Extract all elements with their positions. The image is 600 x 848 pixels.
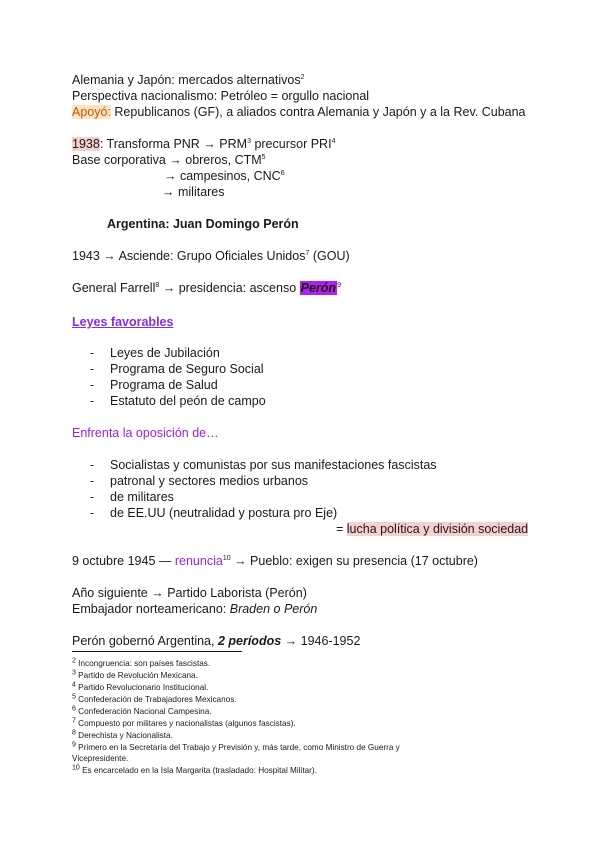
line-ano-siguiente: Año siguiente → Partido Laborista (Perón) xyxy=(72,586,307,600)
line-campesinos: → campesinos, CNC$^6$ xyxy=(164,169,285,183)
line-perspectiva: Perspectiva nacionalismo: Petróleo = orgullo nacional xyxy=(72,89,370,103)
year-1938-highlight: 1938 xyxy=(72,137,100,151)
footnote: $^7$ Compuesto por militares y nacionalistas (algunos fascistas). xyxy=(72,717,296,728)
line-octubre-1945: 9 octubre 1945 — renuncia$^{10}$ → Pueblo: exigen su presencia (17 octubre) xyxy=(72,554,478,568)
result-highlight: lucha política y división sociedad xyxy=(346,522,529,536)
footnote: $^8$ Derechista y Nacionalista. xyxy=(72,729,173,740)
line-1938: 1938: Transforma PNR → $PRM^3$ precursor PRI$^4$ xyxy=(72,137,336,151)
footnote: $^4$ Partido Revolucionario Institucional. xyxy=(72,681,209,692)
footnote-continuation: Vicepresidente. xyxy=(72,754,129,763)
footnote-ref: 4 xyxy=(331,137,336,145)
footnote-ref: 5 xyxy=(261,153,266,161)
leyes-favorables-title: Leyes favorables xyxy=(72,315,174,329)
footnote: $^2$ Incongruencia: son países fascistas. xyxy=(72,657,211,668)
line-apoyo: Apoyó: Republicanos (GF), a aliados contra Alemania y Japón y a la Rev. Cubana xyxy=(72,105,526,119)
list-item: - Leyes de Jubilación xyxy=(90,346,220,360)
footnote-ref: 9 xyxy=(337,281,341,289)
oposicion-result: = lucha política y división sociedad xyxy=(336,522,529,536)
apoyo-label: Apoyó: xyxy=(72,105,111,119)
oposicion-title: Enfrenta la oposición de… xyxy=(72,426,219,440)
footnote: $^9$ Primero en la Secretaría del Trabajo y Previsión y, más tarde, como Ministro de Guerra y xyxy=(72,741,400,752)
line-militares: → militares xyxy=(162,185,225,199)
line-gobierno: Perón gobernó Argentina, 2 períodos → 1946-1952 xyxy=(72,634,361,648)
list-item: - de EE.UU (neutralidad y postura pro Eje) xyxy=(90,506,338,520)
peron-highlight: Perón xyxy=(300,281,337,295)
list-item: - Programa de Seguro Social xyxy=(90,362,264,376)
footnote-ref: 8 xyxy=(155,281,160,289)
footnote-ref: 3 xyxy=(247,137,251,145)
footnote-ref: 7 xyxy=(305,249,310,257)
footnote: $^5$ Confederación de Trabajadores Mexicanos. xyxy=(72,693,237,704)
line-alemania-japon: Alemania y Japón: mercados alternativos$^2$ xyxy=(72,73,305,87)
line-embajador: Embajador norteamericano: Braden o Perón xyxy=(72,602,318,616)
footnote: $^6$ Confederación Nacional Campesina. xyxy=(72,705,212,716)
section-heading-argentina: Argentina: Juan Domingo Perón xyxy=(107,217,299,231)
footnote: $^{10}$ Es encarcelado en la Isla Margarita (trasladado: Hospital Militar). xyxy=(72,764,317,775)
line-1943: 1943 → Asciende: Grupo Oficiales Unidos$^7$ (GOU) xyxy=(72,249,350,263)
footnote-ref: 6 xyxy=(280,169,285,177)
footnote: $^3$ Partido de Revolución Mexicana. xyxy=(72,669,198,680)
renuncia-text: renuncia xyxy=(174,554,223,568)
line-farrell: General Farrell$^8$ → presidencia: ascenso Perón$^9$ xyxy=(72,281,341,295)
list-item: - de militares xyxy=(90,490,174,504)
list-item: - Programa de Salud xyxy=(90,378,218,392)
footnote-ref: 2 xyxy=(300,73,305,81)
list-item: - Estatuto del peón de campo xyxy=(90,394,266,408)
footnote-ref: 10 xyxy=(222,554,231,562)
list-item: - Socialistas y comunistas por sus manifestaciones fascistas xyxy=(90,458,437,472)
footnote-separator xyxy=(72,651,242,652)
line-base-corporativa: Base corporativa → obreros, CTM$^5$ xyxy=(72,153,266,167)
list-item: - patronal y sectores medios urbanos xyxy=(90,474,309,488)
